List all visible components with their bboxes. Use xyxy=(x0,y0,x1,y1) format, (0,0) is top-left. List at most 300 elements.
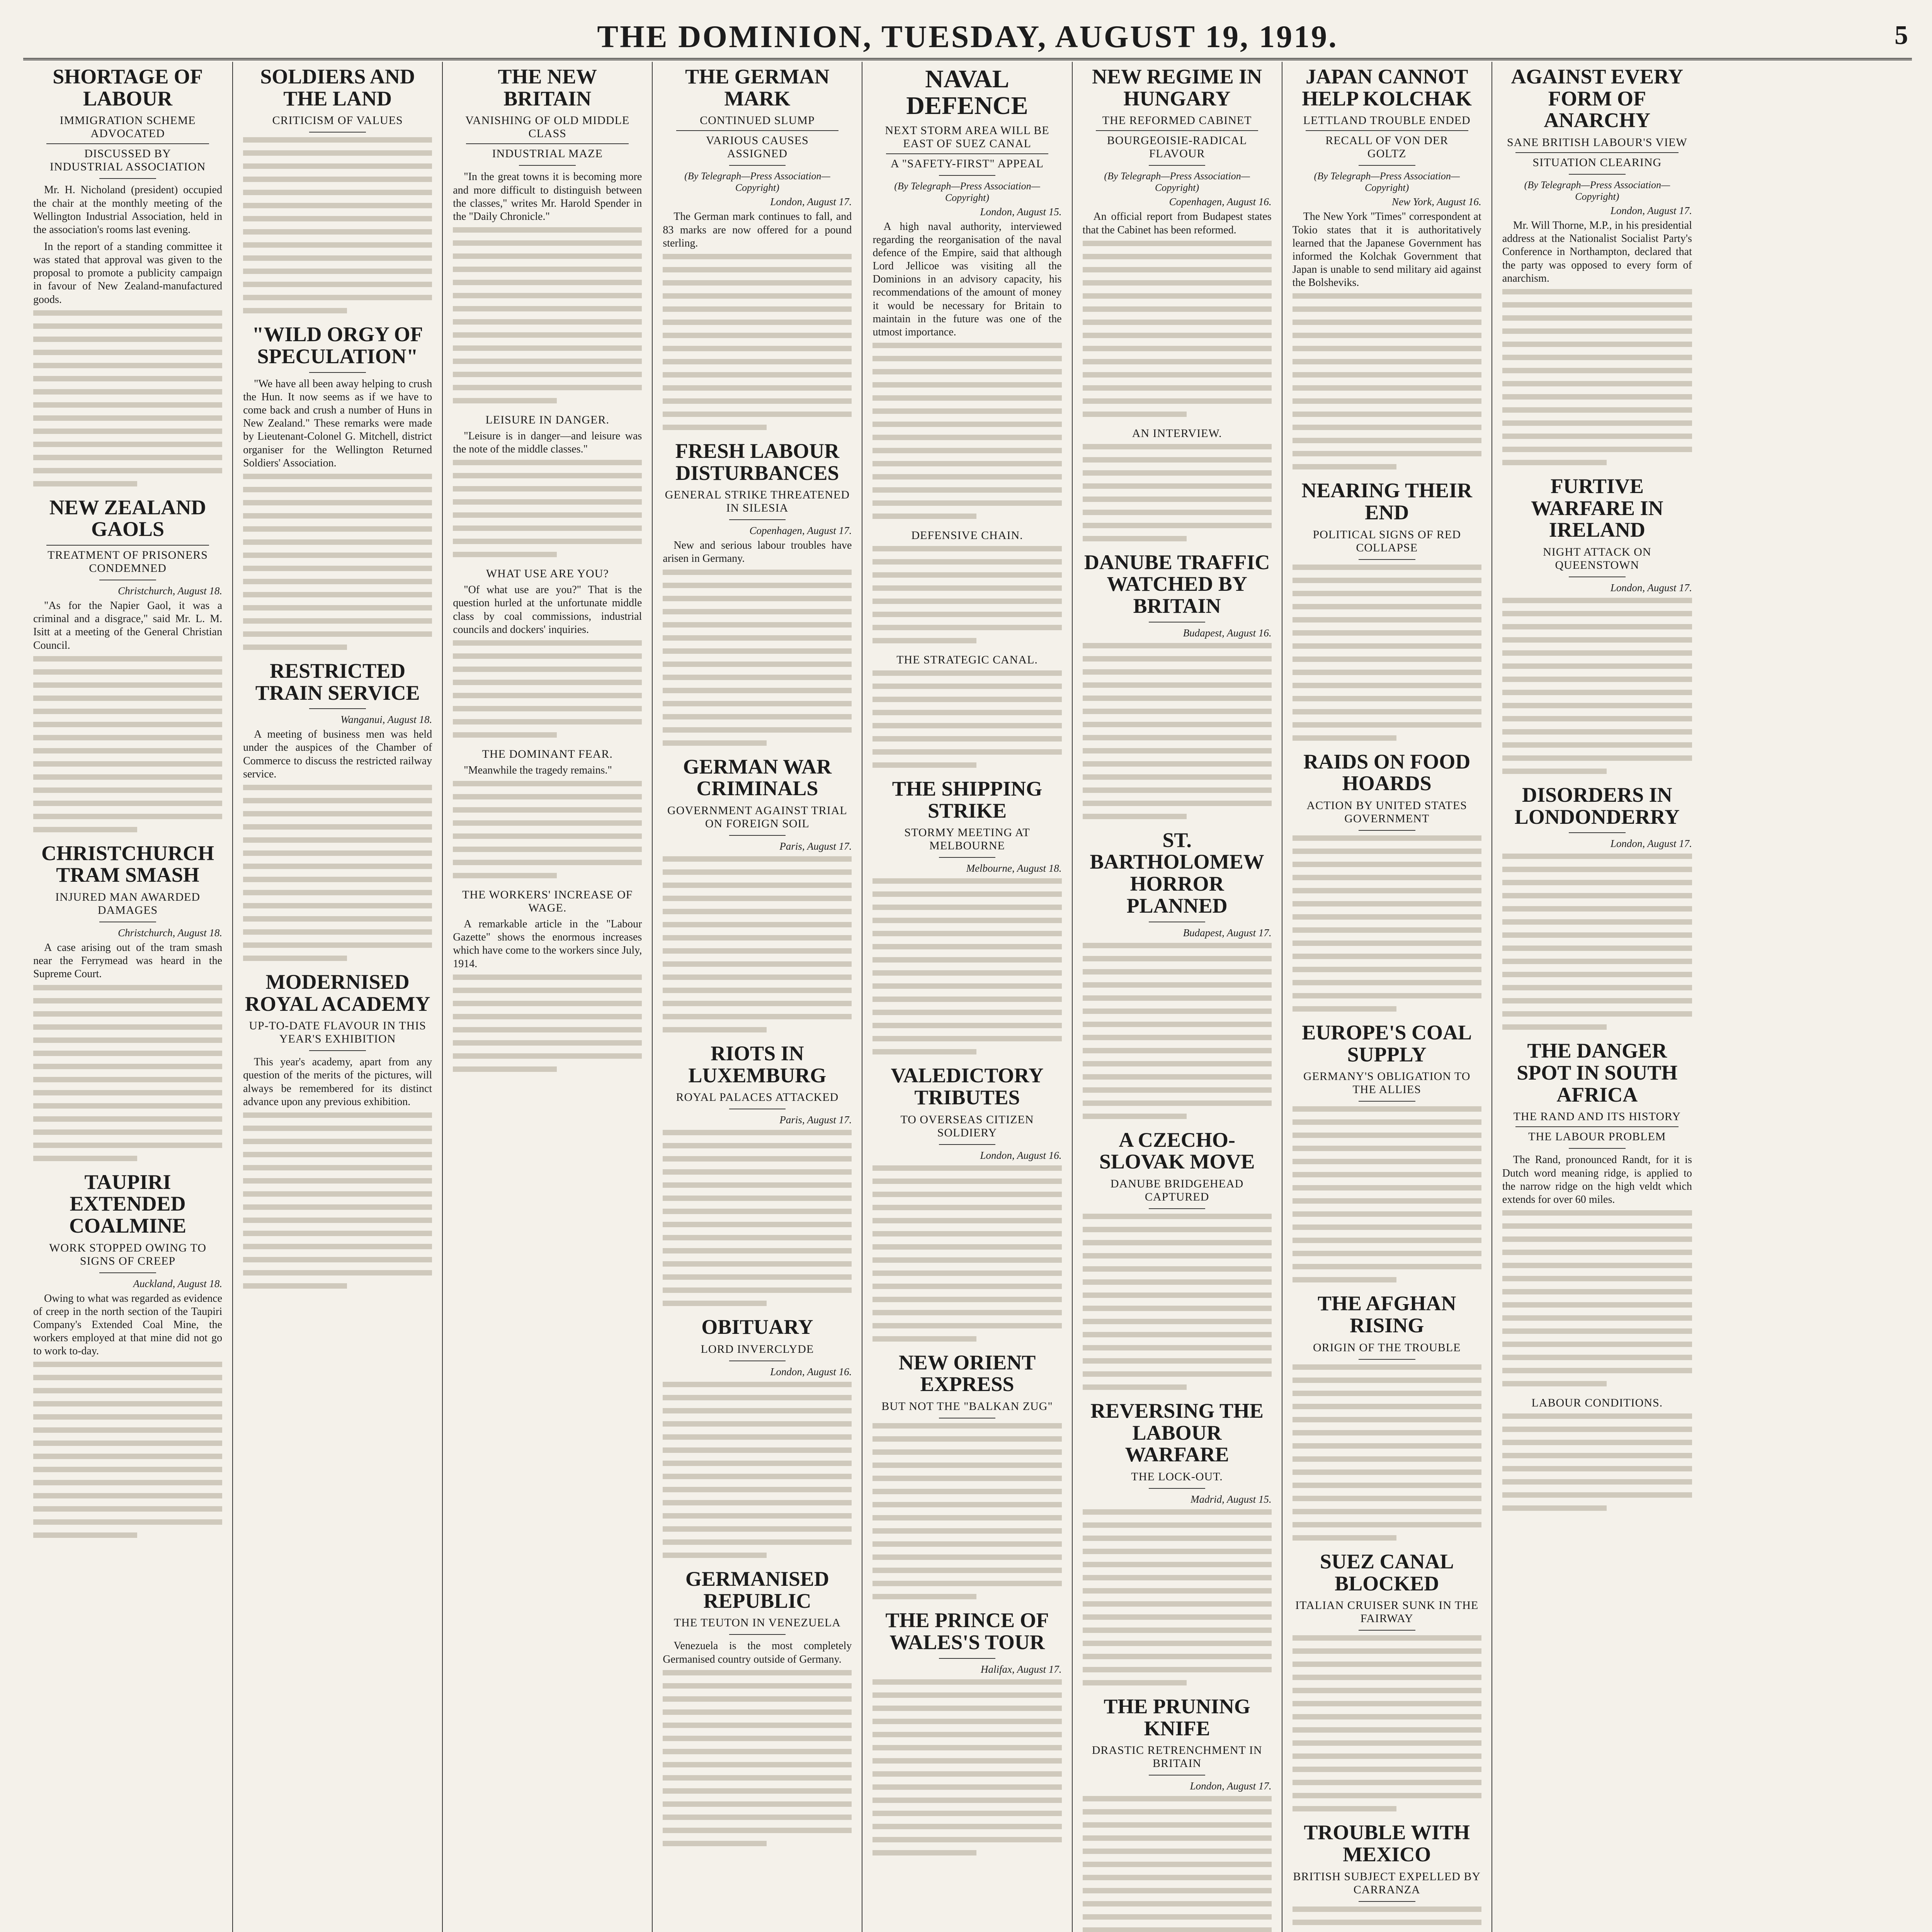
text-line xyxy=(1293,604,1481,609)
text-line xyxy=(872,983,1061,989)
text-line xyxy=(872,1568,1061,1573)
text-line xyxy=(663,1749,852,1754)
text-line xyxy=(1502,1368,1692,1373)
text-line xyxy=(872,625,1061,630)
text-lines xyxy=(663,1382,852,1558)
headline: RIOTS IN LUXEMBURG xyxy=(688,1041,827,1087)
text-line xyxy=(33,337,222,342)
text-line xyxy=(1293,1753,1481,1759)
dateline: London, August 17. xyxy=(1610,205,1692,217)
text-line xyxy=(243,1191,432,1197)
deck: VARIOUS CAUSES ASSIGNED xyxy=(676,130,839,160)
text-line xyxy=(1502,1250,1692,1255)
paragraph: The German mark continues to fall, and 83 marks are now offered for a pound sterling. xyxy=(663,211,852,249)
text-line xyxy=(1083,1536,1272,1541)
subheading: GOVERNMENT AGAINST TRIAL ON FOREIGN SOIL xyxy=(667,804,847,830)
text-line xyxy=(33,363,222,368)
text-line xyxy=(1502,985,1692,990)
text-line xyxy=(1502,355,1692,360)
subheading: LETTLAND TROUBLE ENDED xyxy=(1303,114,1471,127)
article xyxy=(1293,1821,1481,1932)
text-line xyxy=(243,1244,432,1249)
subheading: IMMIGRATION SCHEME ADVOCATED xyxy=(60,114,196,140)
text-line xyxy=(1293,1378,1481,1383)
text-line xyxy=(243,1112,432,1118)
text-lines xyxy=(872,546,1061,643)
text-line xyxy=(663,320,852,325)
text-line xyxy=(243,513,432,519)
text-line xyxy=(1502,1276,1692,1281)
text-line xyxy=(1083,1279,1272,1285)
text-line xyxy=(663,1461,852,1466)
text-line xyxy=(663,896,852,901)
article xyxy=(243,66,432,313)
subheading: AN INTERVIEW. xyxy=(1132,427,1222,440)
text-line xyxy=(872,931,1061,936)
text-line xyxy=(663,293,852,299)
text-line xyxy=(663,727,852,733)
text-line xyxy=(33,682,222,688)
text-line xyxy=(33,402,222,408)
text-line xyxy=(663,662,852,667)
text-line xyxy=(33,1427,222,1433)
text-line xyxy=(1083,748,1272,753)
text-line xyxy=(1293,1496,1481,1501)
article xyxy=(663,1043,852,1306)
text-line xyxy=(453,473,642,478)
text-line xyxy=(663,412,852,417)
text-line xyxy=(872,957,1061,963)
text-line xyxy=(33,696,222,701)
text-line xyxy=(663,1014,852,1019)
text-line xyxy=(663,935,852,940)
headline: NEW ORIENT EXPRESS xyxy=(898,1350,1036,1396)
text-line xyxy=(453,988,642,993)
subheading: GENERAL STRIKE THREATENED IN SILESIA xyxy=(665,488,850,515)
text-line xyxy=(1083,444,1272,449)
text-line xyxy=(453,372,642,377)
text-line xyxy=(33,1037,222,1043)
text-line xyxy=(1083,1266,1272,1272)
text-lines xyxy=(33,656,222,832)
deck: A "SAFETY-FIRST" APPEAL xyxy=(886,153,1049,170)
article xyxy=(1502,1396,1692,1511)
text-line xyxy=(1502,368,1692,373)
text-line xyxy=(1293,954,1481,959)
text-lines xyxy=(1502,289,1692,465)
text-line xyxy=(1083,1614,1272,1620)
text-line xyxy=(1293,293,1481,299)
text-line xyxy=(663,333,852,338)
text-line xyxy=(1083,1796,1272,1801)
text-line xyxy=(663,1027,767,1032)
deck: DISCUSSED BY INDUSTRIAL ASSOCIATION xyxy=(46,143,209,173)
text-lines xyxy=(1293,1906,1481,1932)
text-line xyxy=(1293,1264,1481,1269)
text-line xyxy=(663,988,852,993)
text-line xyxy=(243,190,432,195)
text-line xyxy=(243,163,432,169)
text-line xyxy=(1502,650,1692,656)
text-lines xyxy=(663,856,852,1032)
text-line xyxy=(243,785,432,790)
text-line xyxy=(663,1222,852,1227)
byline: (By Telegraph—Press Association—Copyright) xyxy=(684,170,830,194)
text-line xyxy=(663,1408,852,1413)
text-line xyxy=(872,382,1061,388)
text-line xyxy=(1502,420,1692,426)
divider-rule xyxy=(99,1272,156,1273)
text-line xyxy=(872,997,1061,1002)
text-line xyxy=(1293,1159,1481,1164)
text-line xyxy=(1083,1332,1272,1337)
headline: GERMAN WAR CRIMINALS xyxy=(683,755,832,800)
text-line xyxy=(243,903,432,908)
text-line xyxy=(1083,1345,1272,1350)
text-line xyxy=(1502,434,1692,439)
text-line xyxy=(663,267,852,272)
text-line xyxy=(1083,333,1272,338)
paragraph: "We have all been away helping to crush the Hun. It now seems as if we have to come back and crush a number of Huns in New Zealand." These remarks were made by Lieutenant-Colonel G. Mitchell, district organiser for the Wellington Returned Soldiers' Association. xyxy=(243,378,432,469)
text-line xyxy=(1083,1384,1187,1390)
headline: AGAINST EVERY FORM OF ANARCHY xyxy=(1511,65,1684,132)
subheading: THE WORKERS' INCREASE OF WAGE. xyxy=(462,888,633,915)
text-line xyxy=(1293,735,1396,741)
text-line xyxy=(872,461,1061,466)
text-line xyxy=(1502,1328,1692,1334)
text-line xyxy=(872,1192,1061,1197)
text-line xyxy=(1083,1022,1272,1027)
text-line xyxy=(663,1500,852,1505)
text-line xyxy=(872,723,1061,728)
text-line xyxy=(33,1506,222,1512)
text-line xyxy=(33,323,222,329)
text-line xyxy=(1083,735,1272,740)
text-line xyxy=(1502,663,1692,669)
paragraph: A remarkable article in the "Labour Gazette" shows the enormous increases which have come to the workers since July, 1914. xyxy=(453,918,642,970)
text-line xyxy=(33,350,222,355)
text-line xyxy=(1083,1009,1272,1014)
text-line xyxy=(1293,578,1481,583)
text-line xyxy=(243,916,432,922)
dateline: London, August 17. xyxy=(1190,1780,1272,1792)
text-line xyxy=(1502,1024,1607,1030)
text-line xyxy=(1083,1680,1187,1685)
text-line xyxy=(1083,1227,1272,1232)
text-line xyxy=(872,1449,1061,1455)
article xyxy=(872,66,1061,519)
text-line xyxy=(1502,1453,1692,1458)
dateline: London, August 17. xyxy=(1610,582,1692,594)
text-line xyxy=(872,1436,1061,1442)
text-line xyxy=(33,827,137,832)
text-line xyxy=(33,1480,222,1485)
divider-rule xyxy=(309,708,366,709)
text-line xyxy=(1293,1483,1481,1488)
text-line xyxy=(1083,306,1272,312)
subheading: DRASTIC RETRENCHMENT IN BRITAIN xyxy=(1092,1744,1262,1770)
text-line xyxy=(243,942,432,948)
text-line xyxy=(872,905,1061,910)
text-line xyxy=(243,282,432,287)
text-line xyxy=(872,1310,1061,1315)
text-lines xyxy=(1502,1413,1692,1511)
text-line xyxy=(1293,1185,1481,1190)
article xyxy=(1502,475,1692,774)
text-line xyxy=(1083,1888,1272,1893)
text-line xyxy=(1293,967,1481,972)
text-line xyxy=(33,1143,222,1148)
paragraph: Mr. Will Thorne, M.P., in his presidential address at the Nationalist Socialist Party's Conference in Northampton, declared that the party was opposed to every form of anarchism. xyxy=(1502,219,1692,284)
subheading: ITALIAN CRUISER SUNK IN THE FAIRWAY xyxy=(1295,1599,1479,1625)
text-line xyxy=(872,918,1061,923)
columns xyxy=(23,62,1912,1932)
text-line xyxy=(1083,982,1272,988)
text-lines xyxy=(33,310,222,486)
text-line xyxy=(33,1401,222,1406)
text-line xyxy=(33,814,222,819)
text-line xyxy=(872,684,1061,689)
article xyxy=(663,1568,852,1846)
text-line xyxy=(33,310,222,316)
text-line xyxy=(1502,769,1607,774)
subheading: DEFENSIVE CHAIN. xyxy=(911,529,1023,542)
text-line xyxy=(663,1539,852,1545)
text-line xyxy=(1502,716,1692,721)
text-line xyxy=(1083,1306,1272,1311)
text-line xyxy=(663,1274,852,1280)
text-line xyxy=(33,415,222,421)
masthead xyxy=(23,15,1912,60)
text-line xyxy=(663,948,852,954)
text-line xyxy=(1293,1211,1481,1217)
article-body xyxy=(33,184,222,306)
text-line xyxy=(1502,946,1692,951)
headline: NEW REGIME IN HUNGARY xyxy=(1092,65,1262,110)
text-line xyxy=(663,583,852,588)
article-body xyxy=(453,430,642,456)
text-line xyxy=(1293,320,1481,325)
text-line xyxy=(1083,1048,1272,1053)
divider-rule xyxy=(1359,1901,1415,1902)
text-line xyxy=(1293,359,1481,364)
text-line xyxy=(1083,1114,1187,1119)
text-line xyxy=(453,227,642,233)
text-line xyxy=(243,539,432,545)
article xyxy=(663,440,852,746)
text-line xyxy=(1293,1225,1481,1230)
text-lines xyxy=(453,640,642,738)
text-line xyxy=(1293,372,1481,378)
headline: DISORDERS IN LONDONDERRY xyxy=(1514,783,1680,828)
text-line xyxy=(1502,1505,1607,1511)
text-line xyxy=(872,1463,1061,1468)
text-line xyxy=(1502,1440,1692,1445)
text-line xyxy=(453,847,642,852)
text-line xyxy=(453,640,642,646)
text-line xyxy=(663,1815,852,1820)
text-line xyxy=(1293,709,1481,714)
text-line xyxy=(1083,254,1272,259)
headline: REVERSING THE LABOUR WARFARE xyxy=(1090,1399,1264,1466)
text-line xyxy=(663,1487,852,1492)
text-line xyxy=(1293,696,1481,701)
text-line xyxy=(453,486,642,492)
text-line xyxy=(872,1205,1061,1210)
text-line xyxy=(872,1692,1061,1698)
text-line xyxy=(1083,1214,1272,1219)
headline: VALEDICTORY TRIBUTES xyxy=(891,1064,1044,1109)
subheading: CONTINUED SLUMP xyxy=(700,114,815,127)
text-line xyxy=(1083,1927,1272,1932)
article xyxy=(243,323,432,650)
text-line xyxy=(33,376,222,381)
text-line xyxy=(663,1474,852,1479)
text-line xyxy=(1083,1809,1272,1815)
article-body xyxy=(663,539,852,565)
column-5 xyxy=(862,62,1072,1932)
text-line xyxy=(663,648,852,654)
text-line xyxy=(33,801,222,806)
headline: NEW ZEALAND GAOLS xyxy=(49,495,206,541)
text-line xyxy=(872,500,1061,506)
text-line xyxy=(663,1130,852,1135)
divider-rule xyxy=(1149,1488,1206,1489)
text-line xyxy=(1293,425,1481,430)
text-line xyxy=(453,706,642,711)
text-line xyxy=(453,526,642,531)
headline: A CZECHO-SLOVAK MOVE xyxy=(1099,1128,1255,1173)
text-line xyxy=(453,1027,642,1032)
text-line xyxy=(1502,690,1692,695)
text-line xyxy=(872,369,1061,374)
text-line xyxy=(872,1297,1061,1302)
text-line xyxy=(1083,669,1272,675)
text-line xyxy=(1083,696,1272,701)
text-line xyxy=(33,985,222,990)
text-line xyxy=(1083,1914,1272,1920)
text-line xyxy=(243,177,432,182)
text-line xyxy=(453,1066,557,1072)
text-line xyxy=(1083,412,1187,417)
text-line xyxy=(453,499,642,505)
text-line xyxy=(1083,1061,1272,1066)
text-line xyxy=(453,293,642,298)
divider-rule xyxy=(729,519,786,520)
text-line xyxy=(1293,1767,1481,1772)
text-line xyxy=(1293,1430,1481,1435)
text-line xyxy=(872,762,976,768)
text-line xyxy=(663,280,852,286)
text-line xyxy=(663,1775,852,1781)
text-line xyxy=(1293,438,1481,443)
text-lines xyxy=(872,343,1061,519)
text-line xyxy=(243,255,432,261)
text-line xyxy=(663,372,852,378)
headline: THE PRUNING KNIFE xyxy=(1104,1694,1250,1740)
text-line xyxy=(453,975,642,980)
text-line xyxy=(33,455,222,460)
text-line xyxy=(1293,656,1481,662)
text-line xyxy=(872,1257,1061,1263)
text-line xyxy=(1502,906,1692,912)
text-line xyxy=(663,425,767,430)
text-line xyxy=(243,553,432,558)
text-line xyxy=(453,552,557,557)
text-line xyxy=(1083,722,1272,727)
text-lines xyxy=(453,460,642,557)
subheading: TO OVERSEAS CITIZEN SOLDIERY xyxy=(900,1113,1034,1139)
text-line xyxy=(663,1762,852,1767)
text-line xyxy=(33,1414,222,1420)
byline: (By Telegraph—Press Association—Copyright) xyxy=(894,180,1040,203)
text-line xyxy=(872,1179,1061,1184)
text-line xyxy=(1293,1277,1396,1282)
subheading: WORK STOPPED OWING TO SIGNS OF CREEP xyxy=(49,1241,206,1267)
text-line xyxy=(872,1036,1061,1041)
subheading: BRITISH SUBJECT EXPELLED BY CARRANZA xyxy=(1293,1870,1481,1896)
text-line xyxy=(33,1454,222,1459)
text-line xyxy=(1293,1648,1481,1654)
text-line xyxy=(663,1683,852,1689)
subheading: WHAT USE ARE YOU? xyxy=(486,567,609,580)
dateline: Christchurch, August 18. xyxy=(118,585,223,597)
article-body xyxy=(453,918,642,971)
paragraph: The New York "Times" correspondent at Tokio states that it is authoritatively learned that the Japanese Government has informed the Kolchak Government that Japan is unable to send military aid against the Bolsheviks. xyxy=(1292,211,1481,289)
text-line xyxy=(1502,1492,1692,1498)
text-line xyxy=(33,656,222,662)
text-line xyxy=(872,749,1061,755)
text-line xyxy=(663,609,852,614)
text-line xyxy=(33,722,222,727)
text-line xyxy=(1083,969,1272,975)
text-line xyxy=(1293,333,1481,338)
text-line xyxy=(1502,1342,1692,1347)
text-line xyxy=(1083,1667,1272,1672)
text-line xyxy=(243,1257,432,1262)
article xyxy=(1502,1040,1692,1386)
text-lines xyxy=(872,670,1061,768)
text-line xyxy=(33,748,222,753)
text-line xyxy=(243,203,432,208)
text-line xyxy=(663,1261,852,1267)
text-line xyxy=(663,961,852,967)
text-line xyxy=(1293,385,1481,391)
text-line xyxy=(453,345,642,351)
article xyxy=(33,497,222,832)
subheading: SANE BRITISH LABOUR'S VIEW xyxy=(1507,136,1687,149)
text-line xyxy=(1083,398,1272,404)
text-line xyxy=(663,675,852,680)
text-line xyxy=(663,1143,852,1148)
text-line xyxy=(1293,980,1481,985)
headline: THE AFGHAN RISING xyxy=(1317,1292,1456,1337)
text-line xyxy=(663,701,852,706)
text-line xyxy=(872,1023,1061,1028)
text-line xyxy=(453,319,642,325)
text-line xyxy=(243,566,432,571)
text-line xyxy=(1293,412,1481,417)
text-line xyxy=(872,1165,1061,1171)
article xyxy=(872,653,1061,768)
text-line xyxy=(1083,346,1272,351)
article xyxy=(872,529,1061,643)
text-line xyxy=(1293,1006,1396,1012)
text-line xyxy=(1083,241,1272,246)
article-body xyxy=(1502,219,1692,285)
text-line xyxy=(243,1270,432,1276)
text-lines xyxy=(33,1362,222,1538)
